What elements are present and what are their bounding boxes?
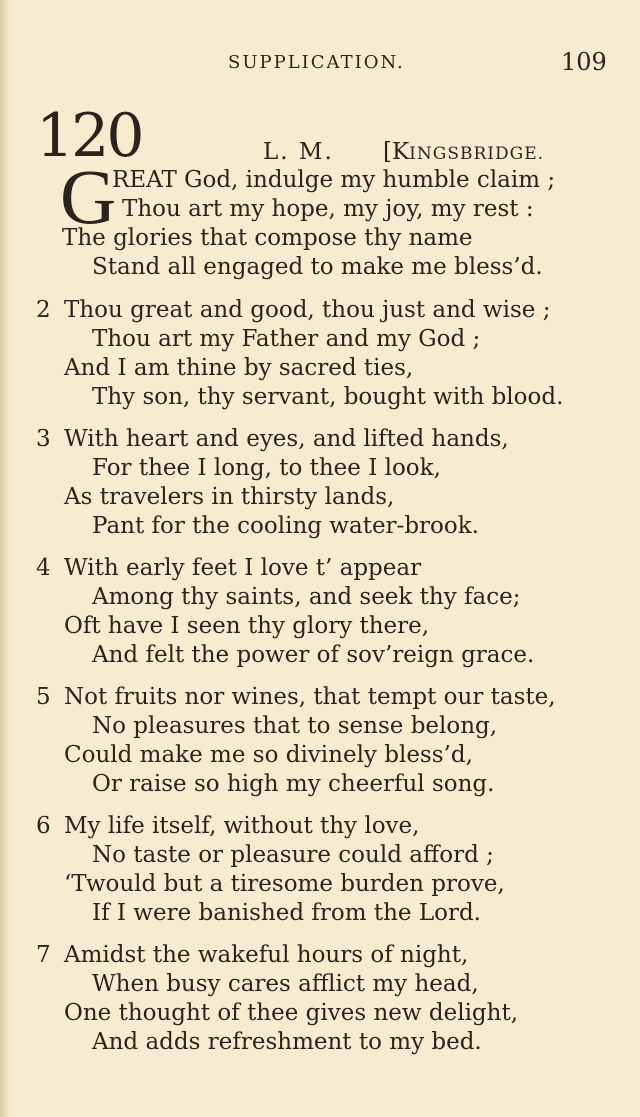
verse-3-line-2: For thee I long, to thee I look, (92, 455, 441, 481)
verse-number-7: 7 (36, 942, 51, 968)
verse-number-5: 5 (36, 684, 51, 710)
verse-5-line-4: Or raise so high my cheerful song. (92, 771, 495, 797)
tune-name (383, 139, 544, 165)
verse-7-line-3: One thought of thee gives new delight, (64, 1000, 519, 1026)
verse-2-line-1: Thou great and good, thou just and wise ; (64, 297, 551, 323)
verse-1-line-4: Stand all engaged to make me bless’d. (92, 254, 543, 280)
verse-6-line-2: No taste or pleasure could afford ; (92, 842, 494, 868)
verse-number-6: 6 (36, 813, 51, 839)
verse-2-line-2: Thou art my Father and my God ; (92, 326, 481, 352)
verse-1-line-2: Thou art my hope, my joy, my rest : (122, 196, 534, 222)
drop-cap: G (60, 153, 117, 240)
verse-1-line-3: The glories that compose thy name (62, 225, 473, 251)
hymn-meter: L. M. (263, 139, 334, 165)
verse-6-line-1: My life itself, without thy love, (64, 813, 420, 839)
verse-6-line-3: ‘Twould but a tiresome burden prove, (64, 871, 505, 897)
verse-7-line-1: Amidst the wakeful hours of night, (64, 942, 469, 968)
verse-number-2: 2 (36, 297, 51, 323)
verse-5-line-1: Not fruits nor wines, that tempt our taste, (64, 684, 556, 710)
verse-3-line-3: As travelers in thirsty lands, (64, 484, 395, 510)
verse-1-line-1: REAT God, indulge my humble claim ; (112, 167, 556, 193)
verse-3-line-1: With heart and eyes, and lifted hands, (64, 426, 509, 452)
verse-2-line-3: And I am thine by sacred ties, (64, 355, 414, 381)
tune-bracket: [K (383, 139, 410, 165)
verse-5-line-3: Could make me so divinely bless’d, (64, 742, 473, 768)
page-edge-shadow (0, 0, 10, 1117)
page-number: 109 (561, 48, 607, 76)
verse-5-line-2: No pleasures that to sense belong, (92, 713, 498, 739)
verse-7-line-4: And adds refreshment to my bed. (92, 1029, 482, 1055)
verse-number-3: 3 (36, 426, 51, 452)
verse-4-line-3: Oft have I seen thy glory there, (64, 613, 430, 639)
tune-rest: INGSBRIDGE. (409, 144, 545, 164)
verse-2-line-4: Thy son, thy servant, bought with blood. (92, 384, 564, 410)
verse-4-line-2: Among thy saints, and seek thy face; (92, 584, 521, 610)
verse-number-4: 4 (36, 555, 51, 581)
verse-4-line-4: And felt the power of sov’reign grace. (92, 642, 535, 668)
verse-4-line-1: With early feet I love t’ appear (64, 555, 422, 581)
verse-3-line-4: Pant for the cooling water-brook. (92, 513, 479, 539)
hymn-number: 120 (36, 101, 142, 171)
verse-6-line-4: If I were banished from the Lord. (92, 900, 481, 926)
running-head: SUPPLICATION. (228, 52, 405, 73)
verse-7-line-2: When busy cares afflict my head, (92, 971, 479, 997)
